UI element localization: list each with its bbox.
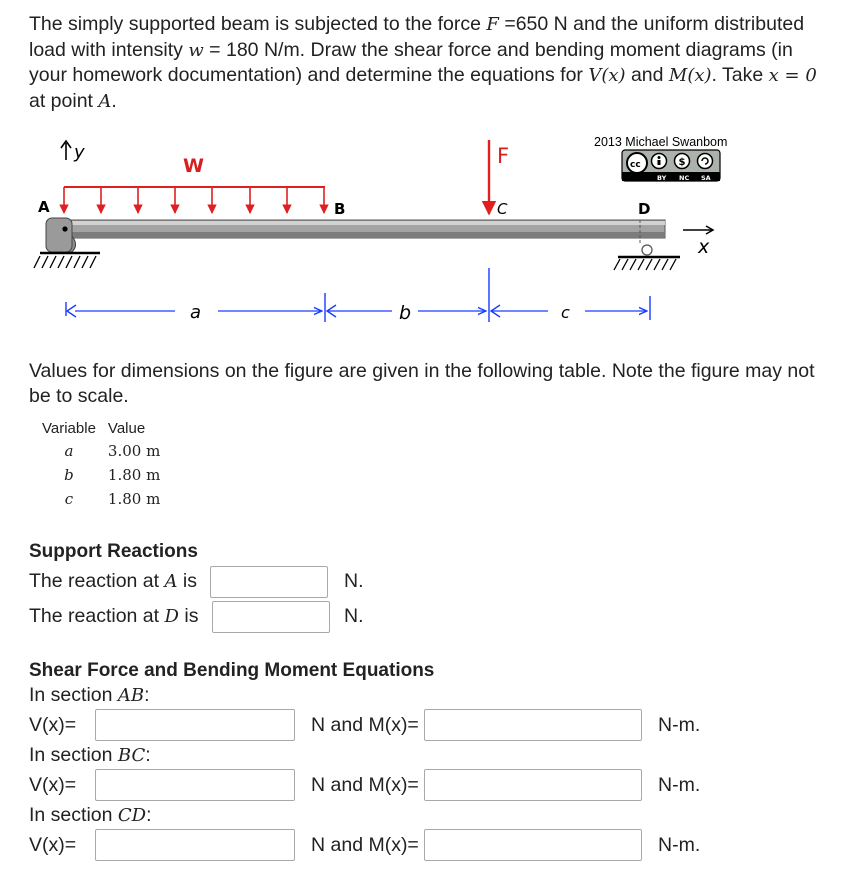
v-input-cd[interactable] [95,829,295,861]
problem-text-1: The simply supported beam is subjected to the force [29,13,487,35]
value-cell: 1.80 m [107,466,161,484]
label-b: B [334,200,346,218]
license-nc: NC [679,174,690,182]
reaction-a-unit: N. [344,570,364,592]
label-x: x [698,236,710,258]
problem-text-3: = 180 N/m. Draw the shear force and bending moment diagrams (in your homework documentation) and determine the equations for [29,38,793,86]
section-cd-name: CD [117,805,147,826]
section-cd-post: : [146,804,152,826]
x0-symbol: x = 0 [768,65,817,86]
section-bc-post: : [145,744,151,766]
reaction-d-label [29,605,198,628]
reaction-d-unit: N. [344,605,364,627]
table-row [36,439,166,463]
label-a: A [38,198,50,216]
x-axis-arrow [683,226,713,234]
v-input-bc[interactable] [95,769,295,801]
reaction-d-post: is [178,605,199,627]
dim-b-label: b [399,302,412,324]
equations-heading: Shear Force and Bending Moment Equations [29,660,435,681]
reaction-a-label [29,570,197,593]
label-d: D [638,200,651,218]
var-cell: a [64,442,74,460]
beam [58,220,665,238]
section-cd-pre: In section [29,804,118,826]
label-f: F [497,144,510,168]
m-input-bc[interactable] [424,769,642,801]
section-bc-name: BC [117,745,146,766]
value-cell: 1.80 m [107,490,161,508]
v-label-bc: V(x)= [29,774,77,796]
section-cd-label [29,804,152,827]
nm-unit-ab: N-m. [658,714,701,736]
distributed-load [64,187,325,213]
section-bc-label [29,744,151,767]
n-and-m-label-bc: N and M(x)= [311,774,419,796]
reaction-a-pre: The reaction at [29,570,165,592]
header-variable: Variable [42,419,96,437]
dim-c-label: c [561,303,570,322]
svg-text:$: $ [678,157,686,168]
n-and-m-label-ab: N and M(x)= [311,714,419,736]
label-y: y [74,142,85,163]
table-row [36,463,166,487]
mx-symbol: M(x) [668,65,712,86]
credit-text: 2013 Michael Swanbom [594,135,728,149]
var-cell: b [64,466,74,484]
table-header-row [36,417,166,439]
m-input-cd[interactable] [424,829,642,861]
v-input-ab[interactable] [95,709,295,741]
section-ab-label [29,684,150,707]
reaction-d-pre: The reaction at [29,605,165,627]
w-symbol: w [188,39,204,61]
section-bc-pre: In section [29,744,118,766]
m-input-ab[interactable] [424,709,642,741]
reaction-d-var: D [164,606,179,627]
force-symbol: F [486,14,499,35]
reaction-a-var: A [164,571,178,592]
license-by: BY [657,174,667,182]
section-ab-name: AB [117,685,145,706]
nm-unit-cd: N-m. [658,834,701,856]
vx-symbol: V(x) [588,65,626,86]
problem-text-4: and [625,64,669,86]
problem-statement [29,12,829,114]
section-ab-post: : [144,684,150,706]
var-cell: c [64,490,74,508]
figure-note: Values for dimensions on the figure are given in the following table. Note the figure may not be to scale. [29,360,815,407]
y-axis-arrow [61,141,71,160]
header-value: Value [107,419,146,437]
section-ab-pre: In section [29,684,118,706]
license-sa: SA [701,174,711,182]
table-row [36,487,166,511]
reaction-a-input[interactable] [210,566,328,598]
support-reactions-heading: Support Reactions [29,541,198,562]
dim-a-label: a [190,302,202,323]
cc-license-badge [622,150,720,182]
nm-unit-bc: N-m. [658,774,701,796]
svg-text:cc: cc [630,160,641,170]
n-and-m-label-cd: N and M(x)= [311,834,419,856]
problem-text-2: =650 N and the uniform distributed load with intensity [29,13,805,61]
problem-text-7: . [111,89,117,112]
point-a-symbol: A [98,90,112,112]
v-label-ab: V(x)= [29,714,77,736]
problem-text-6: at point [29,89,99,112]
reaction-d-input[interactable] [212,601,330,633]
problem-text-5: . Take [711,64,769,86]
value-cell: 3.00 m [107,442,161,460]
beam-figure [0,120,864,340]
v-label-cd: V(x)= [29,834,77,856]
values-table [36,417,166,511]
label-w: W [183,155,204,177]
label-c: C [497,200,508,218]
reaction-a-post: is [177,570,197,592]
